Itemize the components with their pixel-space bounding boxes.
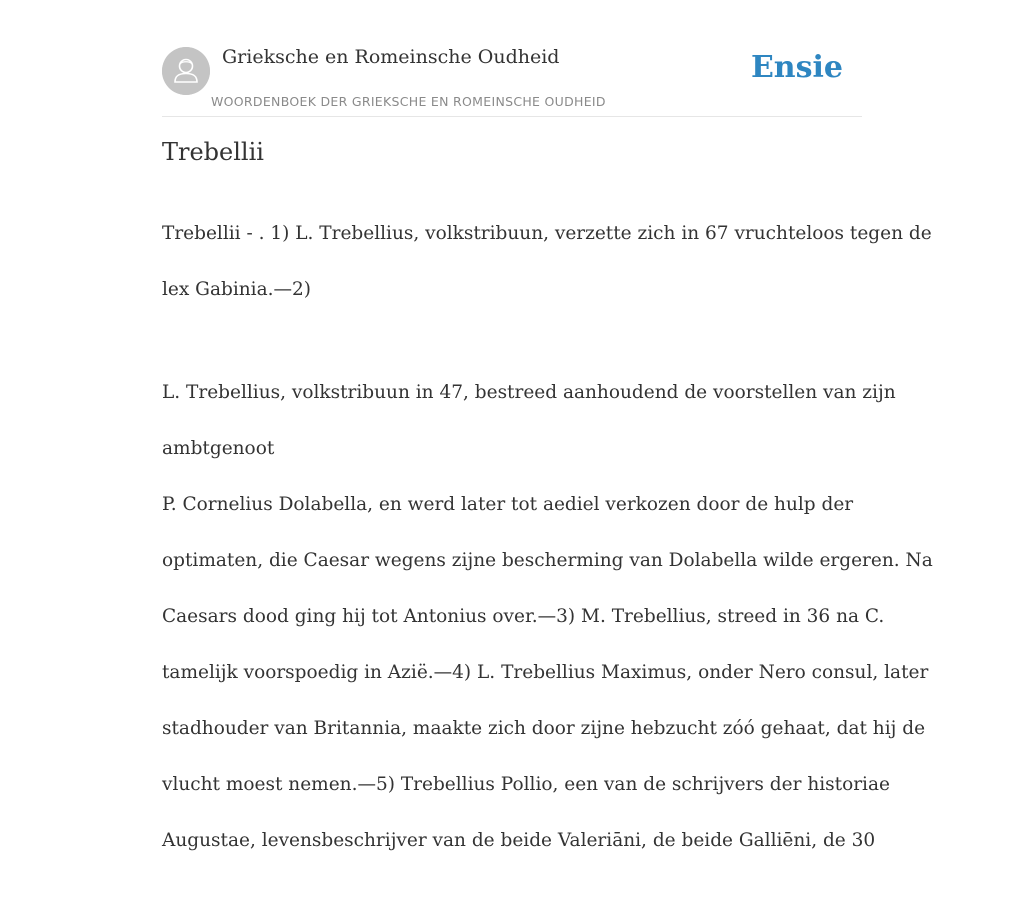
text-line: Caesars dood ging hij tot Antonius over.—3) M. Trebellius, streed in 36 na C. xyxy=(162,606,885,627)
entry-paragraph-2 xyxy=(162,351,933,883)
text-line: stadhouder van Britannia, maakte zich door zijne hebzucht zóó gehaat, dat hij de xyxy=(162,718,926,739)
text-line: lex Gabinia.—2) xyxy=(162,279,311,300)
text-line: tamelijk voorspoedig in Azië.—4) L. Trebellius Maximus, onder Nero consul, later xyxy=(162,662,929,683)
avatar[interactable] xyxy=(162,47,210,95)
entry-title: Trebellii xyxy=(162,138,264,166)
text-line: vlucht moest nemen.—5) Trebellius Pollio, een van de schrijvers der historiae xyxy=(162,774,890,795)
entry-body xyxy=(162,192,933,902)
source-subtitle: WOORDENBOEK DER GRIEKSCHE EN ROMEINSCHE OUDHEID xyxy=(211,94,606,109)
entry-paragraph-1 xyxy=(162,192,932,332)
brand-logo-link[interactable]: Ensie xyxy=(750,50,843,85)
source-title-link[interactable]: Grieksche en Romeinsche Oudheid xyxy=(222,46,560,68)
user-silhouette-icon xyxy=(162,47,210,95)
text-line: optimaten, die Caesar wegens zijne bescherming van Dolabella wilde ergeren. Na xyxy=(162,550,933,571)
text-line: P. Cornelius Dolabella, en werd later tot aediel verkozen door de hulp der xyxy=(162,494,854,515)
text-line: Trebellii - . 1) L. Trebellius, volkstribuun, verzette zich in 67 vruchteloos tegen de xyxy=(162,223,932,244)
text-line: ambtgenoot xyxy=(162,438,275,459)
source-header xyxy=(162,44,862,117)
text-line: L. Trebellius, volkstribuun in 47, bestreed aanhoudend de voorstellen van zijn xyxy=(162,382,896,403)
text-line: Augustae, levensbeschrijver van de beide Valeriāni, de beide Galliēni, de 30 xyxy=(162,830,876,851)
